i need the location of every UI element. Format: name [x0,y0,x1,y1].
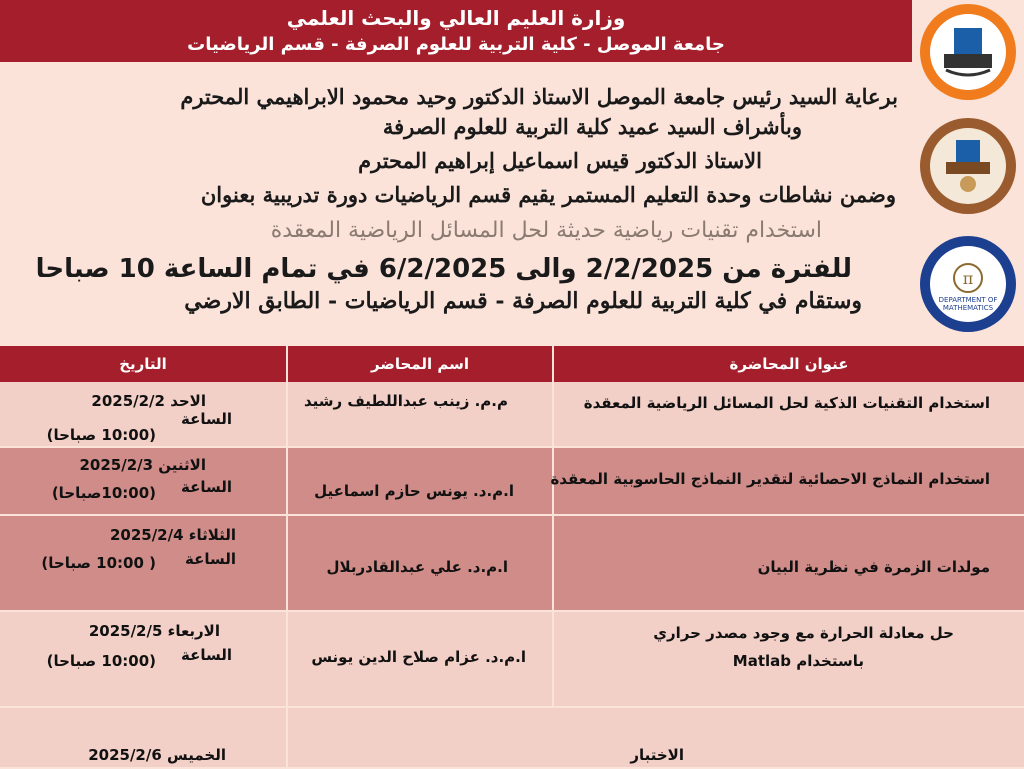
lecture-day: الاربعاء 2025/2/5 [88,622,220,640]
header-title: عنوان المحاضرة [552,346,1024,382]
lecture-day: الثلاثاء 2025/2/4 [109,526,236,544]
lecture-time: (10:00 صباحا) [46,426,156,444]
university-logo-icon [920,4,1016,100]
lecture-time: (10:00صباحا) [51,484,156,502]
lecture-day: الخميس 2025/2/6 [88,746,226,764]
course-period: للفترة من 2/2/2025 والى 6/2/2025 في تمام الساعة 10 صباحا [35,254,852,284]
date-cell [0,516,286,612]
lecture-title: الاختبار [630,746,684,764]
date-cell [0,382,286,448]
table-row [0,612,1024,708]
announcement-section [0,62,912,346]
supervision-line: وبأشراف السيد عميد كلية التربية للعلوم الصرفة [382,114,802,139]
page-header [0,0,912,62]
date-cell [0,612,286,708]
table-row [0,708,1024,769]
lecture-time: (10:00 صباحا) [46,652,156,670]
university-subtitle: جامعة الموصل - كلية التربية للعلوم الصرفة - قسم الرياضيات [187,34,725,55]
lecture-title-cell [552,382,1024,448]
ministry-title: وزارة العليم العالي والبحث العلمي [286,6,626,30]
table-row [0,448,1024,516]
table-header [0,346,1024,382]
lecturer-name: ا.م.د. علي عبدالقادربلال [326,558,508,576]
lecture-title-line2: باستخدام Matlab [732,652,864,670]
course-title: استخدام تقنيات رياضية حديثة لحل المسائل الرياضية المعقدة [270,218,822,243]
college-logo-icon [920,118,1016,214]
date-cell [0,448,286,516]
time-label: الساعة [184,550,236,568]
time-label: الساعة [180,410,232,428]
lecture-title-cell [552,448,1024,516]
lecture-title: مولدات الزمرة في نظرية البيان [757,558,990,576]
lecturer-cell [286,516,552,612]
lecturer-name: ا.م.د. عزام صلاح الدين يونس [311,648,526,666]
time-label: الساعة [180,646,232,664]
lecture-day: الاحد 2025/2/2 [91,392,206,410]
course-venue: وستقام في كلية التربية للعلوم الصرفة - قسم الرياضيات - الطابق الارضي [184,288,862,314]
svg-text:π: π [962,269,974,288]
lecture-title: استخدام النماذج الاحصائية لتقدير النماذج الحاسوبية المعقدة [550,470,990,488]
lecture-time: ( 10:00 صباحا) [41,554,156,572]
table-row [0,516,1024,612]
lecturer-name: م.م. زينب عبداللطيف رشيد [303,392,508,410]
lecturer-cell [286,382,552,448]
logo-column [912,0,1024,346]
lecturer-name: ا.م.د. يونس حازم اسماعيل [314,482,514,500]
lecturer-cell [286,612,552,708]
header-date: التاريخ [119,355,167,373]
lecture-title: حل معادلة الحرارة مع وجود مصدر حراري [653,624,954,642]
schedule-table [0,346,1024,769]
lecture-title-cell [286,708,1024,769]
date-cell [0,708,286,769]
activity-line: وضمن نشاطات وحدة التعليم المستمر يقيم قسم الرياضيات دورة تدريبية بعنوان [200,182,896,207]
patronage-line: برعاية السيد رئيس جامعة الموصل الاستاذ الدكتور وحيد محمود الابراهيمي المحترم [180,84,898,109]
math-department-logo-icon [920,236,1016,332]
table-row [0,382,1024,448]
lecture-title-cell [552,612,1024,708]
lecture-title: استخدام التقنيات الذكية لحل المسائل الرياضية المعقدة [583,394,990,412]
lecture-title-cell [552,516,1024,612]
header-lecturer: اسم المحاضر [286,346,552,382]
lecture-day: الاثنين 2025/2/3 [79,456,206,474]
time-label: الساعة [180,478,232,496]
dean-name-line: الاستاذ الدكتور قيس اسماعيل إبراهيم المحترم [358,148,762,173]
lecturer-cell [286,448,552,516]
department-logo-text: DEPARTMENT OF MATHEMATICS [938,296,998,312]
